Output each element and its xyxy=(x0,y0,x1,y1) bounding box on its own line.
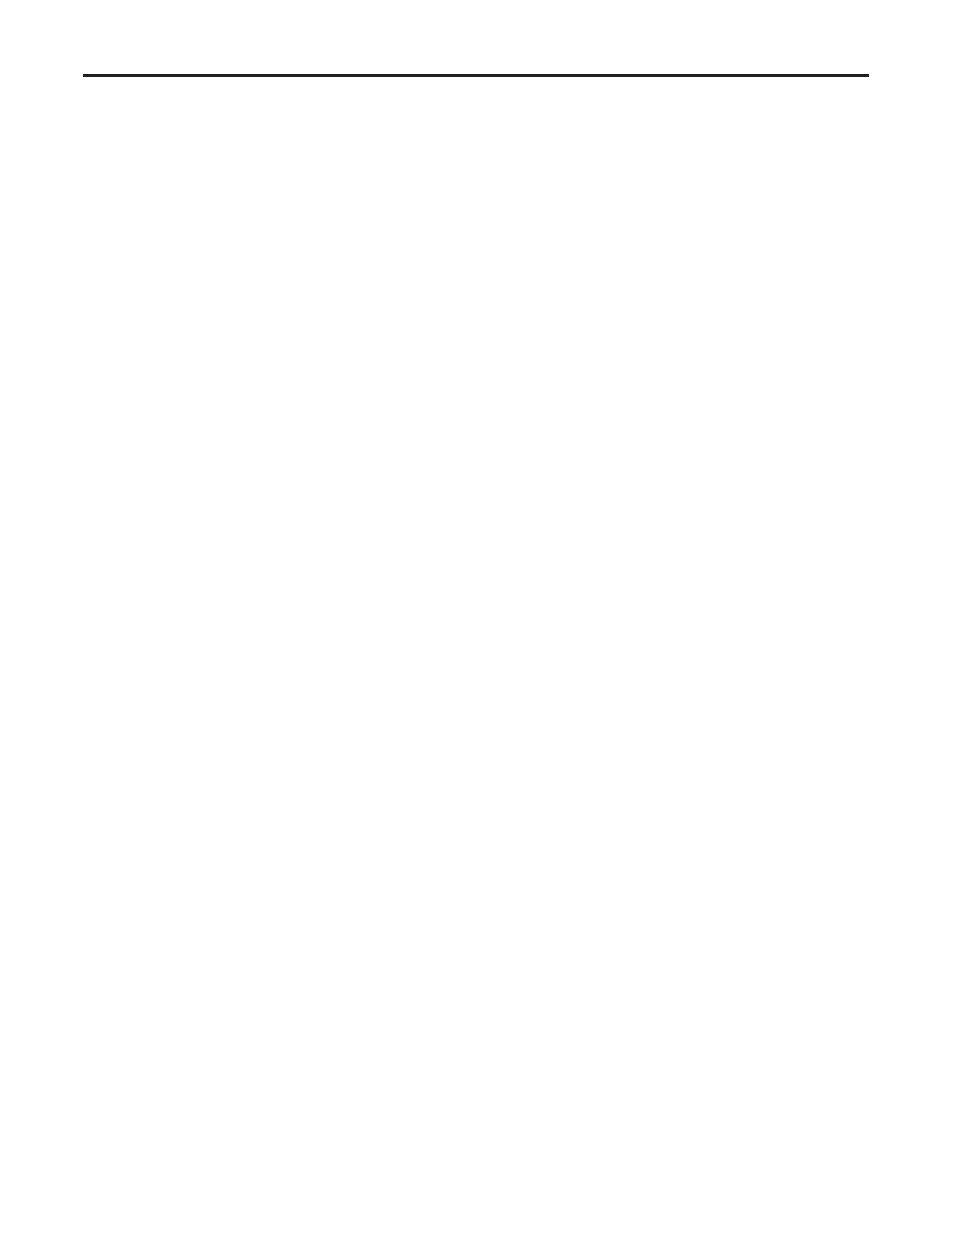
header-rule xyxy=(83,74,869,77)
